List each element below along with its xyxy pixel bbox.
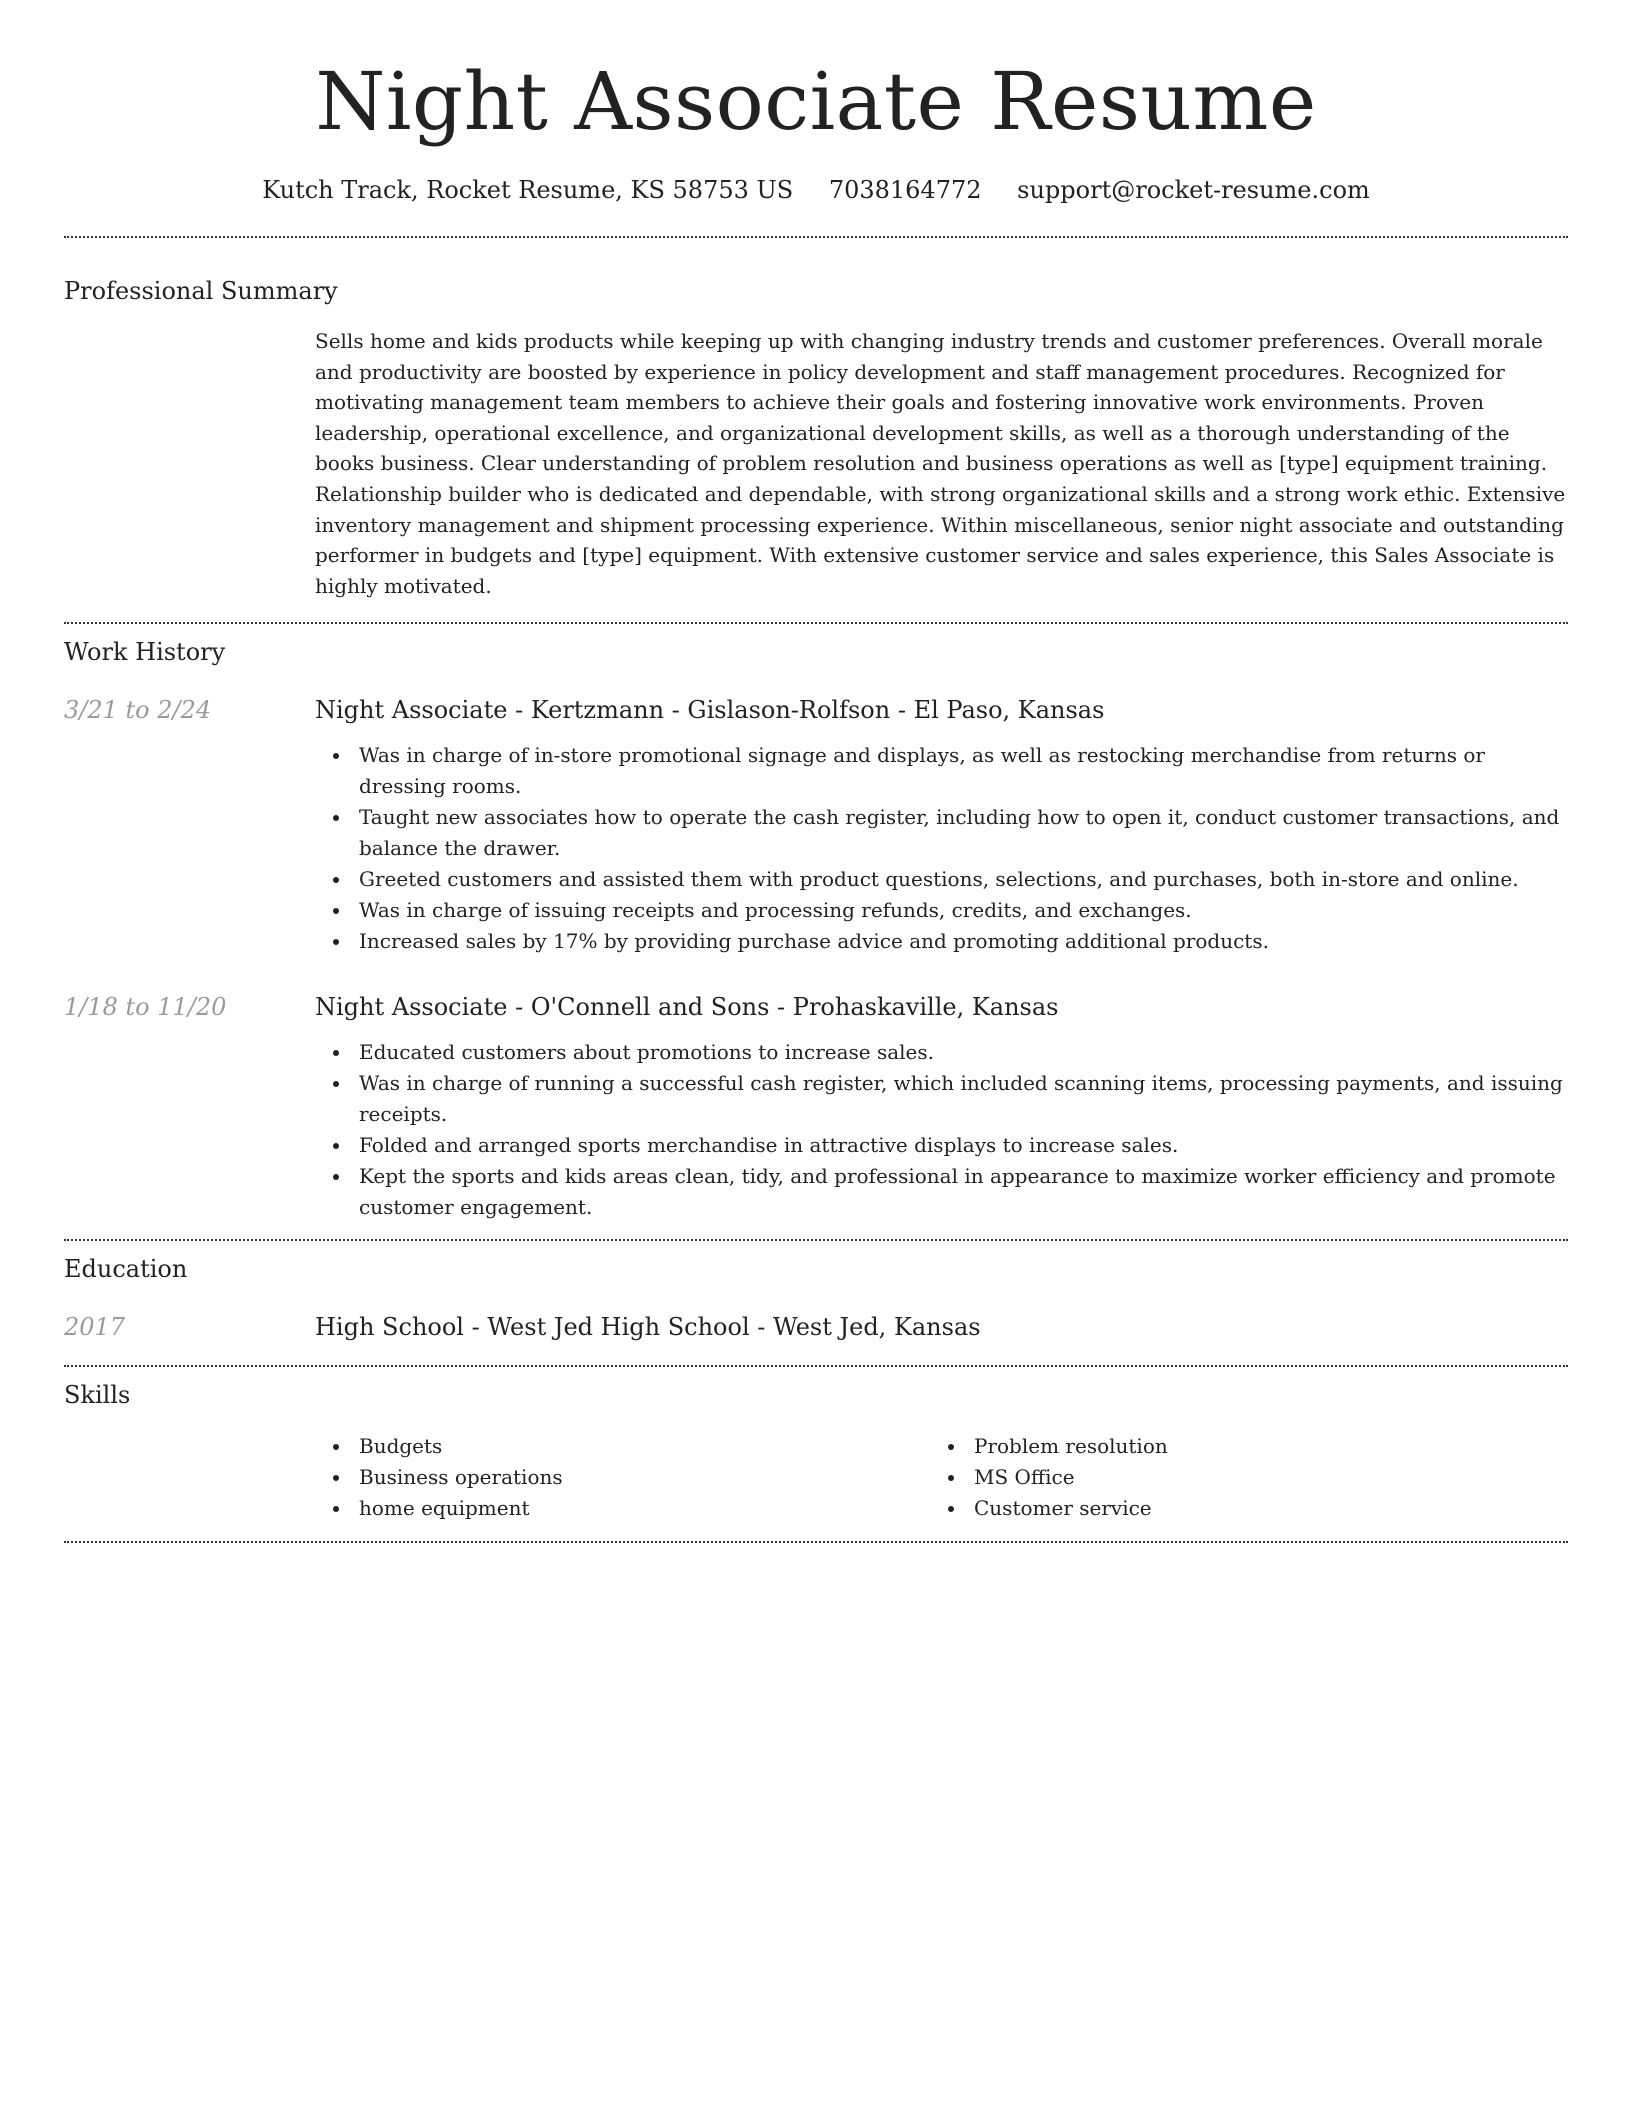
skills-list [315, 1431, 1568, 1524]
contact-address: Kutch Track, Rocket Resume, KS 58753 US [262, 176, 794, 204]
section-title-work: Work History [64, 638, 226, 667]
summary-section [64, 238, 1568, 601]
job-bullets [315, 740, 1568, 957]
list-item: Educated customers about promotions to increase sales. [315, 1037, 1568, 1068]
contact-line [64, 174, 1568, 206]
list-item: Taught new associates how to operate the cash register, including how to open it, conduct customer transactions, and balance the drawer. [315, 802, 1568, 864]
skills-section [64, 1367, 1568, 1524]
list-item: Was in charge of in-store promotional signage and displays, as well as restocking merchandise from returns or dressing rooms. [315, 740, 1568, 802]
job-title: Night Associate - Kertzmann - Gislason-Rolfson - El Paso, Kansas [315, 696, 1105, 725]
job-dates: 3/21 to 2/24 [64, 696, 212, 725]
section-title-skills: Skills [64, 1381, 131, 1410]
list-item: home equipment [315, 1493, 930, 1524]
list-item: Greeted customers and assisted them with product questions, selections, and purchases, both in-store and online. [315, 864, 1568, 895]
list-item: Increased sales by 17% by providing purchase advice and promoting additional products. [315, 926, 1568, 957]
section-title-education: Education [64, 1255, 188, 1284]
list-item: Budgets [315, 1431, 930, 1462]
job-entry [64, 991, 1568, 1223]
list-item: Was in charge of running a successful cash register, which included scanning items, processing payments, and issuing receipts. [315, 1068, 1568, 1130]
work-history-section [64, 624, 1568, 1223]
education-date: 2017 [64, 1313, 126, 1342]
job-title: Night Associate - O'Connell and Sons - Prohaskaville, Kansas [315, 993, 1059, 1022]
contact-email: support@rocket-resume.com [1017, 176, 1370, 204]
contact-phone: 7038164772 [828, 176, 982, 204]
section-title-summary: Professional Summary [64, 277, 338, 305]
resume-title: Night Associate Resume [315, 55, 1317, 148]
summary-text: Sells home and kids products while keeping up with changing industry trends and customer preferences. Overall morale and productivity are boosted by experience in policy development and staff management procedures. Recognized for motivating management team members to achieve their goals and fostering innovative work environments. Proven leadership, operational excellence, and organizational development skills, as well as a thorough understanding of the books business. Clear understanding of problem resolution and business operations as well as [type] equipment training. Relationship builder who is dedicated and dependable, with strong organizational skills and a strong work ethic. Extensive inventory management and shipment processing experience. Within miscellaneous, senior night associate and outstanding performer in budgets and [type] equipment. With extensive customer service and sales experience, this Sales Associate is highly motivated. [315, 329, 1566, 598]
divider [64, 1541, 1568, 1543]
education-entry: High School - West Jed High School - West Jed, Kansas [315, 1313, 981, 1342]
education-section [64, 1241, 1568, 1343]
job-bullets [315, 1037, 1568, 1223]
skills-column [315, 1431, 930, 1524]
skills-column [930, 1431, 1545, 1524]
list-item: Customer service [930, 1493, 1545, 1524]
list-item: MS Office [930, 1462, 1545, 1493]
job-dates: 1/18 to 11/20 [64, 993, 227, 1022]
list-item: Business operations [315, 1462, 930, 1493]
list-item: Was in charge of issuing receipts and processing refunds, credits, and exchanges. [315, 895, 1568, 926]
list-item: Kept the sports and kids areas clean, tidy, and professional in appearance to maximize worker efficiency and promote customer engagement. [315, 1161, 1568, 1223]
list-item: Problem resolution [930, 1431, 1545, 1462]
job-entry [64, 694, 1568, 957]
list-item: Folded and arranged sports merchandise in attractive displays to increase sales. [315, 1130, 1568, 1161]
